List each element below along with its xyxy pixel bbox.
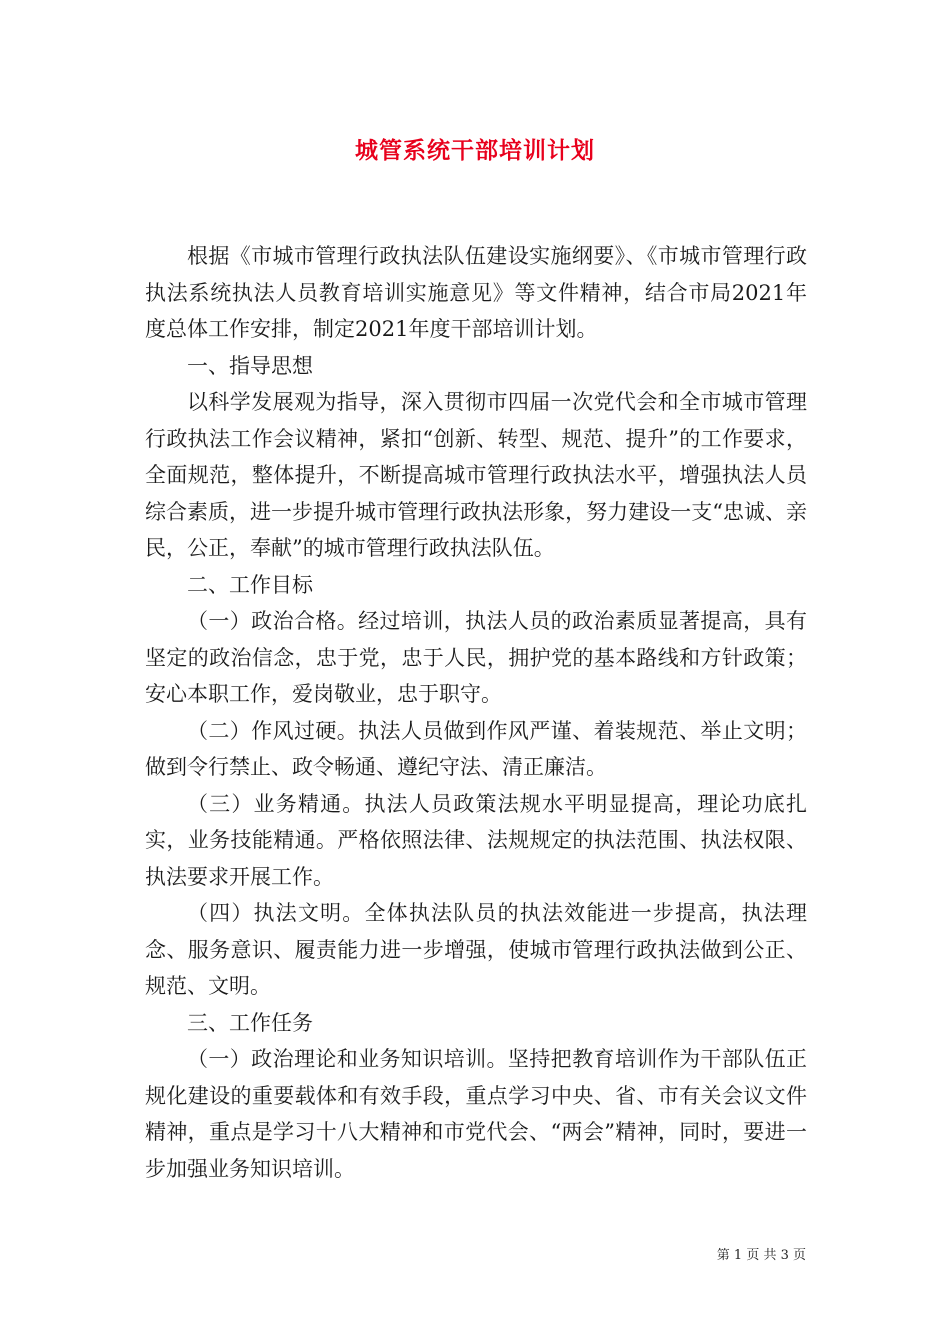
goal-expertise-paragraph: （三）业务精通。执法人员政策法规水平明显提高，理论功底扎实，业务技能精通。严格依照法律、法规规定的执法范围、执法权限、执法要求开展工作。 (145, 791, 807, 889)
task-training-paragraph: （一）政治理论和业务知识培训。坚持把教育培训作为干部队伍正规化建设的重要载体和有效手段，重点学习中央、省、市有关会议文件精神，重点是学习十八大精神和市党代会、“两会”精神，同时，要进一步加强业务知识培训。 (145, 1047, 807, 1181)
section-heading-guiding-ideology: 一、指导思想 (187, 353, 313, 378)
section-heading-work-tasks: 三、工作任务 (187, 1010, 313, 1035)
guiding-ideology-paragraph: 以科学发展观为指导，深入贯彻市四届一次党代会和全市城市管理行政执法工作会议精神，紧扣“创新、转型、规范、提升”的工作要求，全面规范，整体提升，不断提高城市管理行政执法水平，增强执法人员综合素质，进一步提升城市管理行政执法形象，努力建设一支“忠诚、亲民，公正，奉献”的城市管理行政执法队伍。 (145, 390, 807, 560)
document-title: 城管系统干部培训计划 (355, 137, 595, 164)
page-number-footer: 第 1 页 共 3 页 (716, 1248, 806, 1263)
goal-political-paragraph: （一）政治合格。经过培训，执法人员的政治素质显著提高，具有坚定的政治信念，忠于党，忠于人民，拥护党的基本路线和方针政策；安心本职工作，爱岗敬业，忠于职守。 (145, 609, 807, 706)
section-heading-work-goals: 二、工作目标 (187, 572, 313, 597)
document-body (145, 238, 807, 1187)
goal-civility-paragraph: （四）执法文明。全体执法队员的执法效能进一步提高，执法理念、服务意识、履责能力进一步增强，使城市管理行政执法做到公正、规范、文明。 (145, 901, 807, 998)
intro-paragraph: 根据《市城市管理行政执法队伍建设实施纲要》、《市城市管理行政执法系统执法人员教育培训实施意见》等文件精神，结合市局2021年度总体工作安排，制定2021年度干部培训计划。 (145, 244, 807, 341)
goal-conduct-paragraph: （二）作风过硬。执法人员做到作风严谨、着装规范、举止文明；做到令行禁止、政令畅通、遵纪守法、清正廉洁。 (145, 718, 807, 779)
